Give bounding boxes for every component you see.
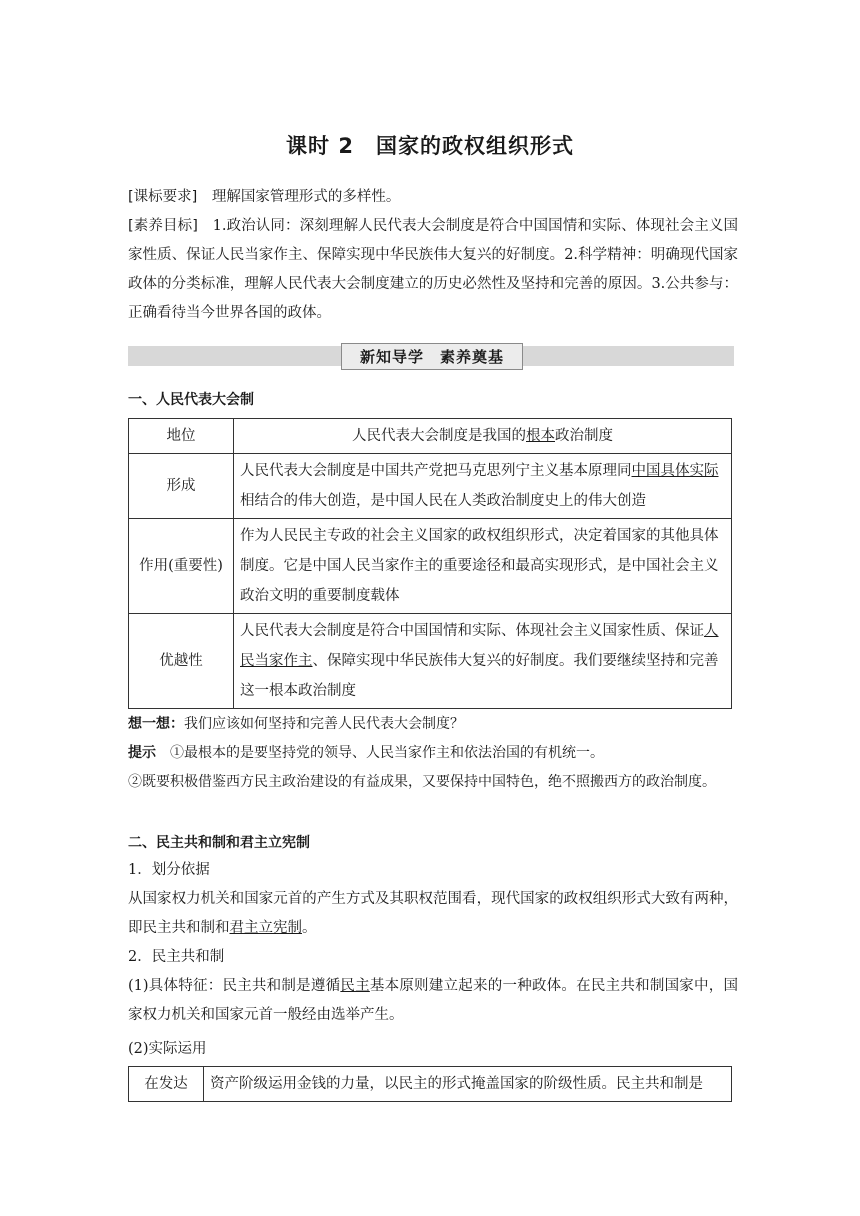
underlined-term: 根本 — [526, 428, 555, 444]
table-value: 作为人民民主专政的社会主义国家的政权组织形式，决定着国家的其他具体制度。它是中国人民当家作主的重要途径和最高实现形式，是中国社会主义政治文明的重要制度载体 — [234, 519, 732, 614]
application-table — [128, 1066, 732, 1102]
table-value: 人民代表大会制度是符合中国国情和实际、体现社会主义国家性质、保证人民当家作主、保障实现中华民族伟大复兴的好制度。我们要继续坚持和完善这一根本政治制度 — [234, 614, 732, 709]
table-value: 资产阶级运用金钱的力量，以民主的形式掩盖国家的阶级性质。民主共和制是 — [204, 1067, 732, 1102]
table-key: 在发达 — [129, 1067, 204, 1102]
table-row — [129, 519, 732, 614]
table-row — [129, 1067, 732, 1102]
tip-text-1: ①最根本的是要坚持党的领导、人民当家作主和依法治国的有机统一。 — [156, 745, 604, 761]
table-key: 作用(重要性) — [129, 519, 234, 614]
tip-line-1 — [128, 739, 738, 768]
underlined-term: 人民当家作主 — [240, 623, 719, 669]
table-row — [129, 419, 732, 454]
npc-system-table — [128, 418, 732, 709]
table-value: 人民代表大会制度是中国共产党把马克思列宁主义基本原理同中国具体实际相结合的伟大创造，是中国人民在人类政治制度史上的伟大创造 — [234, 454, 732, 519]
curriculum-requirement-text: 理解国家管理形式的多样性。 — [197, 189, 401, 205]
literacy-goals-text: 1.政治认同：深刻理解人民代表大会制度是符合中国国情和实际、体现社会主义国家性质、保证人民当家作主、保障实现中华民族伟大复兴的好制度。2.科学精神：明确现代国家政体的分类标准，理解人民代表大会制度建立的历史必然性及坚持和完善的原因。3.公共参与：正确看待当今世界各国的政体。 — [128, 218, 738, 321]
table-key: 形成 — [129, 454, 234, 519]
table-row — [129, 454, 732, 519]
literacy-goals — [128, 212, 738, 328]
table-row — [129, 614, 732, 709]
page-title: 课时 2 国家的政权组织形式 — [286, 134, 574, 158]
literacy-goals-label: [素养目标] — [128, 218, 198, 234]
subheading-republic: 2．民主共和制 — [128, 949, 225, 965]
think-question-text: 我们应该如何坚持和完善人民代表大会制度？ — [184, 716, 464, 732]
underlined-term: 君主立宪制 — [229, 920, 302, 936]
think-label: 想一想： — [128, 716, 184, 732]
basis-paragraph: 从国家权力机关和国家元首的产生方式及其职权范围看，现代国家的政权组织形式大致有两种，即民主共和制和君主立宪制。 — [128, 891, 738, 936]
curriculum-requirement — [128, 183, 738, 212]
underlined-term: 中国具体实际 — [631, 463, 719, 479]
subheading-basis: 1．划分依据 — [128, 862, 210, 878]
table-value: 人民代表大会制度是我国的根本政治制度 — [234, 419, 732, 454]
curriculum-requirement-label: [课标要求] — [128, 189, 198, 205]
underlined-term: 民主 — [340, 978, 370, 994]
subheading-application: (2)实际运用 — [128, 1041, 207, 1057]
table-key: 地位 — [129, 419, 234, 454]
section-banner: 新知导学 素养奠基 — [341, 343, 523, 370]
republic-paragraph: (1)具体特征：民主共和制是遵循民主基本原则建立起来的一种政体。在民主共和制国家中，国家权力机关和国家元首一般经由选举产生。 — [128, 978, 739, 1023]
think-question — [128, 710, 738, 739]
tip-line-2: ②既要积极借鉴西方民主政治建设的有益成果，又要保持中国特色，绝不照搬西方的政治制度。 — [128, 774, 716, 790]
table-key: 优越性 — [129, 614, 234, 709]
section-heading-2: 二、民主共和制和君主立宪制 — [128, 835, 310, 851]
tip-label: 提示 — [128, 745, 156, 761]
section-heading-1: 一、人民代表大会制 — [128, 392, 254, 408]
